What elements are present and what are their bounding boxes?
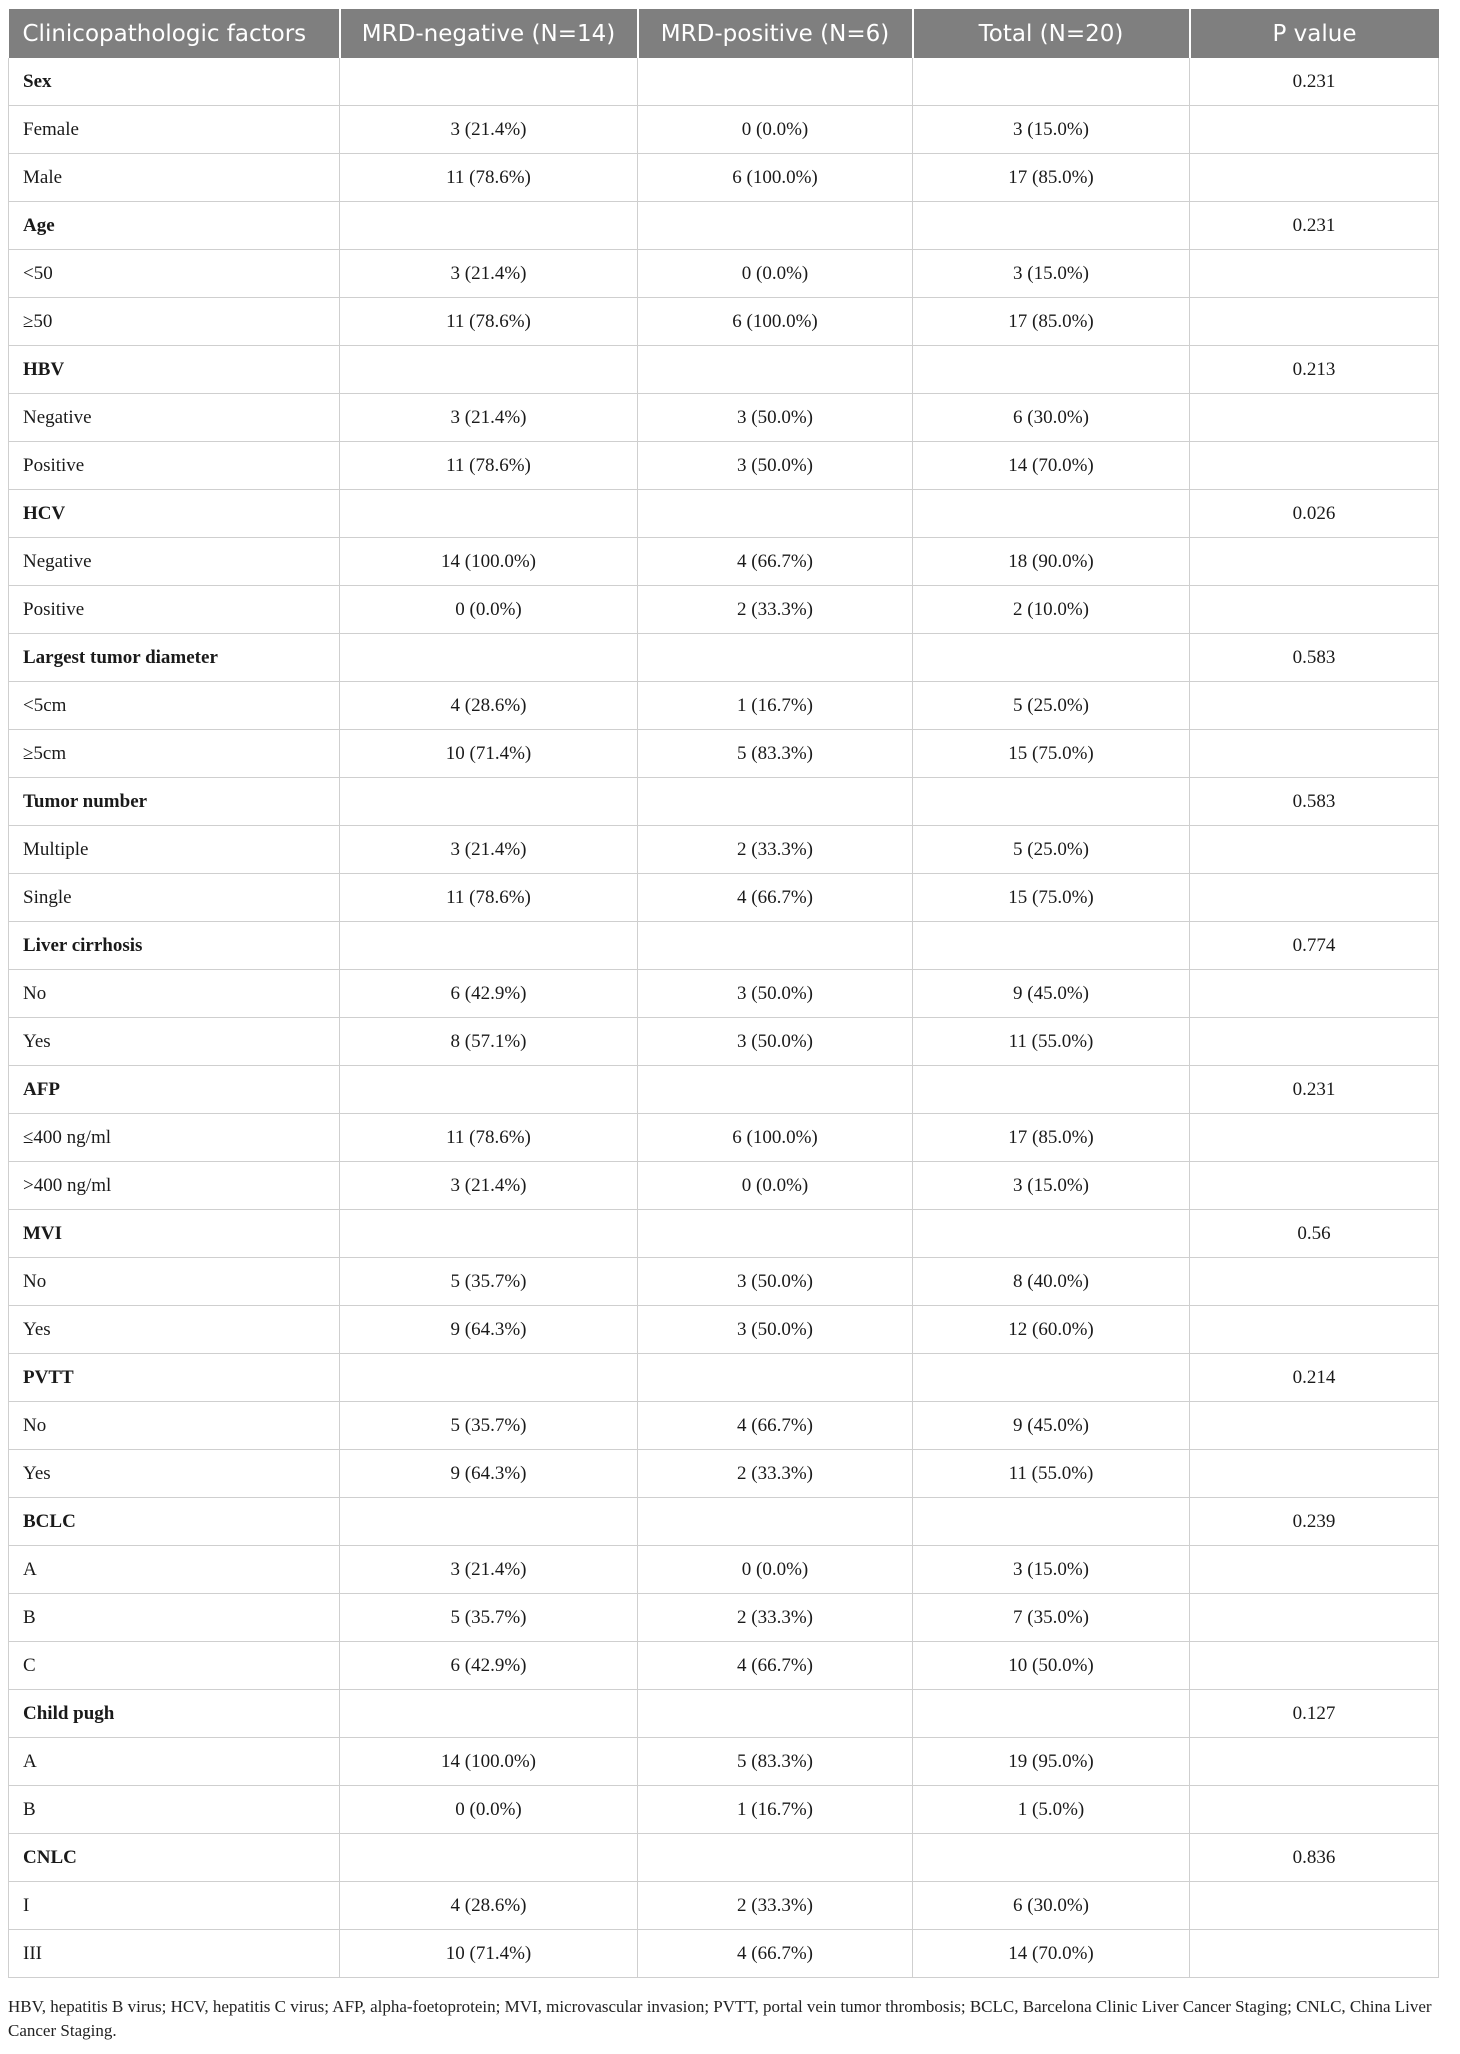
table-row [9, 1162, 1439, 1210]
mrd-negative-cell [340, 922, 638, 970]
mrd-positive-cell: 2 (33.3%) [638, 1882, 913, 1930]
row-label: Tumor number [9, 778, 340, 826]
mrd-positive-cell: 0 (0.0%) [638, 250, 913, 298]
mrd-positive-cell: 3 (50.0%) [638, 394, 913, 442]
p-value-cell: 0.774 [1190, 922, 1439, 970]
table-row [9, 394, 1439, 442]
row-label: Negative [9, 538, 340, 586]
mrd-positive-cell [638, 202, 913, 250]
total-cell: 3 (15.0%) [913, 106, 1190, 154]
table-row [9, 250, 1439, 298]
mrd-negative-cell: 11 (78.6%) [340, 1114, 638, 1162]
row-label: III [9, 1930, 340, 1978]
p-value-cell: 0.56 [1190, 1210, 1439, 1258]
total-cell: 15 (75.0%) [913, 730, 1190, 778]
header-mrd-negative: MRD-negative (N=14) [340, 9, 638, 58]
mrd-negative-cell: 14 (100.0%) [340, 1738, 638, 1786]
category-row [9, 346, 1439, 394]
mrd-positive-cell: 2 (33.3%) [638, 1594, 913, 1642]
mrd-positive-cell: 2 (33.3%) [638, 1450, 913, 1498]
total-cell: 3 (15.0%) [913, 250, 1190, 298]
clinicopathologic-table [8, 9, 1439, 1978]
row-label: A [9, 1546, 340, 1594]
table-row [9, 586, 1439, 634]
total-cell: 18 (90.0%) [913, 538, 1190, 586]
row-label: C [9, 1642, 340, 1690]
mrd-positive-cell: 3 (50.0%) [638, 970, 913, 1018]
table-row [9, 106, 1439, 154]
row-label: Male [9, 154, 340, 202]
row-label: PVTT [9, 1354, 340, 1402]
row-label: No [9, 1258, 340, 1306]
total-cell [913, 346, 1190, 394]
mrd-positive-cell: 3 (50.0%) [638, 1018, 913, 1066]
table-row [9, 1402, 1439, 1450]
row-label: Yes [9, 1018, 340, 1066]
mrd-negative-cell: 5 (35.7%) [340, 1258, 638, 1306]
row-label: Single [9, 874, 340, 922]
mrd-negative-cell: 9 (64.3%) [340, 1450, 638, 1498]
category-row [9, 58, 1439, 106]
table-row [9, 1882, 1439, 1930]
total-cell: 8 (40.0%) [913, 1258, 1190, 1306]
p-value-cell [1190, 1306, 1439, 1354]
mrd-negative-cell [340, 634, 638, 682]
category-row [9, 1210, 1439, 1258]
total-cell [913, 1498, 1190, 1546]
table-row [9, 1114, 1439, 1162]
p-value-cell: 0.231 [1190, 58, 1439, 106]
total-cell: 14 (70.0%) [913, 1930, 1190, 1978]
mrd-positive-cell: 1 (16.7%) [638, 682, 913, 730]
row-label: B [9, 1594, 340, 1642]
mrd-negative-cell [340, 58, 638, 106]
row-label: ≥5cm [9, 730, 340, 778]
mrd-negative-cell: 3 (21.4%) [340, 826, 638, 874]
row-label: Liver cirrhosis [9, 922, 340, 970]
mrd-positive-cell: 0 (0.0%) [638, 1162, 913, 1210]
table-row [9, 1930, 1439, 1978]
category-row [9, 778, 1439, 826]
mrd-negative-cell: 8 (57.1%) [340, 1018, 638, 1066]
total-cell: 2 (10.0%) [913, 586, 1190, 634]
row-label: HCV [9, 490, 340, 538]
p-value-cell: 0.231 [1190, 202, 1439, 250]
mrd-negative-cell: 4 (28.6%) [340, 1882, 638, 1930]
mrd-positive-cell [638, 634, 913, 682]
total-cell [913, 1354, 1190, 1402]
mrd-negative-cell: 10 (71.4%) [340, 730, 638, 778]
table-row [9, 154, 1439, 202]
table-row [9, 1594, 1439, 1642]
p-value-cell: 0.239 [1190, 1498, 1439, 1546]
mrd-negative-cell: 11 (78.6%) [340, 154, 638, 202]
total-cell: 6 (30.0%) [913, 1882, 1190, 1930]
table-row [9, 442, 1439, 490]
row-label: No [9, 1402, 340, 1450]
category-row [9, 1498, 1439, 1546]
total-cell: 9 (45.0%) [913, 1402, 1190, 1450]
p-value-cell [1190, 298, 1439, 346]
p-value-cell [1190, 682, 1439, 730]
total-cell [913, 1066, 1190, 1114]
mrd-positive-cell: 3 (50.0%) [638, 1258, 913, 1306]
row-label: CNLC [9, 1834, 340, 1882]
row-label: Sex [9, 58, 340, 106]
mrd-positive-cell: 2 (33.3%) [638, 826, 913, 874]
row-label: <5cm [9, 682, 340, 730]
row-label: No [9, 970, 340, 1018]
mrd-negative-cell: 5 (35.7%) [340, 1402, 638, 1450]
p-value-cell [1190, 730, 1439, 778]
header-mrd-positive: MRD-positive (N=6) [638, 9, 913, 58]
table-row [9, 298, 1439, 346]
p-value-cell: 0.214 [1190, 1354, 1439, 1402]
row-label: ≥50 [9, 298, 340, 346]
mrd-negative-cell [340, 346, 638, 394]
p-value-cell [1190, 1642, 1439, 1690]
p-value-cell [1190, 874, 1439, 922]
mrd-positive-cell [638, 1498, 913, 1546]
total-cell: 6 (30.0%) [913, 394, 1190, 442]
row-label: BCLC [9, 1498, 340, 1546]
table-header [9, 9, 1439, 58]
p-value-cell [1190, 1114, 1439, 1162]
mrd-negative-cell: 10 (71.4%) [340, 1930, 638, 1978]
total-cell: 7 (35.0%) [913, 1594, 1190, 1642]
table-row [9, 1738, 1439, 1786]
total-cell: 15 (75.0%) [913, 874, 1190, 922]
mrd-positive-cell: 2 (33.3%) [638, 586, 913, 634]
row-label: I [9, 1882, 340, 1930]
category-row [9, 1066, 1439, 1114]
mrd-negative-cell: 0 (0.0%) [340, 586, 638, 634]
row-label: ≤400 ng/ml [9, 1114, 340, 1162]
total-cell [913, 922, 1190, 970]
p-value-cell [1190, 826, 1439, 874]
p-value-cell [1190, 394, 1439, 442]
p-value-cell: 0.836 [1190, 1834, 1439, 1882]
table-row [9, 538, 1439, 586]
mrd-negative-cell [340, 1354, 638, 1402]
p-value-cell [1190, 1882, 1439, 1930]
mrd-positive-cell: 3 (50.0%) [638, 1306, 913, 1354]
mrd-negative-cell [340, 202, 638, 250]
p-value-cell: 0.583 [1190, 778, 1439, 826]
p-value-cell: 0.026 [1190, 490, 1439, 538]
category-row [9, 1690, 1439, 1738]
p-value-cell [1190, 1402, 1439, 1450]
p-value-cell [1190, 1930, 1439, 1978]
table-row [9, 1786, 1439, 1834]
mrd-positive-cell: 6 (100.0%) [638, 1114, 913, 1162]
category-row [9, 490, 1439, 538]
total-cell: 14 (70.0%) [913, 442, 1190, 490]
mrd-positive-cell [638, 346, 913, 394]
total-cell: 5 (25.0%) [913, 682, 1190, 730]
total-cell: 12 (60.0%) [913, 1306, 1190, 1354]
mrd-positive-cell: 4 (66.7%) [638, 1402, 913, 1450]
total-cell: 10 (50.0%) [913, 1642, 1190, 1690]
mrd-negative-cell: 6 (42.9%) [340, 1642, 638, 1690]
header-row [9, 9, 1439, 58]
p-value-cell [1190, 442, 1439, 490]
p-value-cell [1190, 1018, 1439, 1066]
row-label: Largest tumor diameter [9, 634, 340, 682]
mrd-positive-cell: 4 (66.7%) [638, 538, 913, 586]
category-row [9, 1834, 1439, 1882]
category-row [9, 1354, 1439, 1402]
total-cell: 3 (15.0%) [913, 1546, 1190, 1594]
mrd-positive-cell [638, 1690, 913, 1738]
row-label: Positive [9, 586, 340, 634]
table-row [9, 970, 1439, 1018]
p-value-cell [1190, 1786, 1439, 1834]
row-label: Yes [9, 1450, 340, 1498]
table-row [9, 1546, 1439, 1594]
total-cell [913, 490, 1190, 538]
mrd-negative-cell: 3 (21.4%) [340, 106, 638, 154]
mrd-positive-cell: 4 (66.7%) [638, 1642, 913, 1690]
table-row [9, 874, 1439, 922]
header-factors: Clinicopathologic factors [9, 9, 340, 58]
mrd-positive-cell: 4 (66.7%) [638, 1930, 913, 1978]
table-row [9, 682, 1439, 730]
total-cell: 17 (85.0%) [913, 298, 1190, 346]
row-label: HBV [9, 346, 340, 394]
mrd-negative-cell: 3 (21.4%) [340, 1546, 638, 1594]
row-label: Female [9, 106, 340, 154]
p-value-cell [1190, 250, 1439, 298]
table-row [9, 1306, 1439, 1354]
mrd-positive-cell [638, 58, 913, 106]
mrd-positive-cell [638, 922, 913, 970]
mrd-negative-cell: 11 (78.6%) [340, 442, 638, 490]
p-value-cell [1190, 1594, 1439, 1642]
mrd-positive-cell [638, 1354, 913, 1402]
mrd-negative-cell [340, 1210, 638, 1258]
total-cell: 19 (95.0%) [913, 1738, 1190, 1786]
p-value-cell: 0.213 [1190, 346, 1439, 394]
mrd-negative-cell [340, 1690, 638, 1738]
p-value-cell [1190, 1258, 1439, 1306]
row-label: Positive [9, 442, 340, 490]
row-label: Child pugh [9, 1690, 340, 1738]
mrd-positive-cell [638, 1066, 913, 1114]
table-row [9, 1018, 1439, 1066]
total-cell [913, 634, 1190, 682]
mrd-negative-cell [340, 1066, 638, 1114]
total-cell: 17 (85.0%) [913, 154, 1190, 202]
row-label: Multiple [9, 826, 340, 874]
table-footnote: HBV, hepatitis B virus; HCV, hepatitis C virus; AFP, alpha-foetoprotein; MVI, microvascular invasion; PVTT, portal vein tumor thrombosis; BCLC, Barcelona Clinic Liver Cancer Staging; CNLC, China Liver Cancer Staging. [8, 1997, 1432, 2040]
total-cell [913, 1834, 1190, 1882]
total-cell: 3 (15.0%) [913, 1162, 1190, 1210]
row-label: >400 ng/ml [9, 1162, 340, 1210]
mrd-positive-cell: 0 (0.0%) [638, 1546, 913, 1594]
mrd-positive-cell [638, 1834, 913, 1882]
p-value-cell [1190, 1546, 1439, 1594]
row-label: Negative [9, 394, 340, 442]
total-cell: 11 (55.0%) [913, 1450, 1190, 1498]
total-cell [913, 202, 1190, 250]
mrd-positive-cell: 6 (100.0%) [638, 154, 913, 202]
mrd-positive-cell [638, 490, 913, 538]
table-body [9, 58, 1439, 1978]
mrd-negative-cell: 3 (21.4%) [340, 1162, 638, 1210]
mrd-negative-cell: 3 (21.4%) [340, 394, 638, 442]
mrd-positive-cell: 6 (100.0%) [638, 298, 913, 346]
mrd-negative-cell: 3 (21.4%) [340, 250, 638, 298]
mrd-positive-cell: 5 (83.3%) [638, 1738, 913, 1786]
p-value-cell [1190, 1450, 1439, 1498]
total-cell: 11 (55.0%) [913, 1018, 1190, 1066]
total-cell [913, 1210, 1190, 1258]
category-row [9, 922, 1439, 970]
table-row [9, 730, 1439, 778]
p-value-cell [1190, 586, 1439, 634]
mrd-positive-cell [638, 1210, 913, 1258]
p-value-cell [1190, 970, 1439, 1018]
header-p-value: P value [1190, 9, 1439, 58]
mrd-negative-cell: 9 (64.3%) [340, 1306, 638, 1354]
table-row [9, 826, 1439, 874]
category-row [9, 634, 1439, 682]
row-label: Yes [9, 1306, 340, 1354]
p-value-cell [1190, 106, 1439, 154]
mrd-positive-cell: 5 (83.3%) [638, 730, 913, 778]
mrd-negative-cell: 11 (78.6%) [340, 874, 638, 922]
mrd-negative-cell [340, 1834, 638, 1882]
row-label: <50 [9, 250, 340, 298]
row-label: AFP [9, 1066, 340, 1114]
table-row [9, 1642, 1439, 1690]
p-value-cell [1190, 154, 1439, 202]
p-value-cell: 0.231 [1190, 1066, 1439, 1114]
table-row [9, 1450, 1439, 1498]
p-value-cell: 0.127 [1190, 1690, 1439, 1738]
total-cell [913, 778, 1190, 826]
mrd-positive-cell: 3 (50.0%) [638, 442, 913, 490]
total-cell [913, 1690, 1190, 1738]
table-row [9, 1258, 1439, 1306]
category-row [9, 202, 1439, 250]
p-value-cell: 0.583 [1190, 634, 1439, 682]
total-cell [913, 58, 1190, 106]
row-label: B [9, 1786, 340, 1834]
total-cell: 9 (45.0%) [913, 970, 1190, 1018]
mrd-positive-cell [638, 778, 913, 826]
mrd-positive-cell: 1 (16.7%) [638, 1786, 913, 1834]
row-label: A [9, 1738, 340, 1786]
mrd-positive-cell: 0 (0.0%) [638, 106, 913, 154]
mrd-negative-cell: 0 (0.0%) [340, 1786, 638, 1834]
row-label: Age [9, 202, 340, 250]
p-value-cell [1190, 538, 1439, 586]
header-total: Total (N=20) [913, 9, 1190, 58]
table-container [8, 9, 1438, 1978]
mrd-negative-cell [340, 1498, 638, 1546]
mrd-negative-cell [340, 490, 638, 538]
mrd-negative-cell: 5 (35.7%) [340, 1594, 638, 1642]
mrd-negative-cell: 6 (42.9%) [340, 970, 638, 1018]
p-value-cell [1190, 1738, 1439, 1786]
row-label: MVI [9, 1210, 340, 1258]
mrd-negative-cell: 14 (100.0%) [340, 538, 638, 586]
mrd-negative-cell: 11 (78.6%) [340, 298, 638, 346]
mrd-negative-cell: 4 (28.6%) [340, 682, 638, 730]
p-value-cell [1190, 1162, 1439, 1210]
mrd-positive-cell: 4 (66.7%) [638, 874, 913, 922]
total-cell: 5 (25.0%) [913, 826, 1190, 874]
total-cell: 1 (5.0%) [913, 1786, 1190, 1834]
total-cell: 17 (85.0%) [913, 1114, 1190, 1162]
mrd-negative-cell [340, 778, 638, 826]
